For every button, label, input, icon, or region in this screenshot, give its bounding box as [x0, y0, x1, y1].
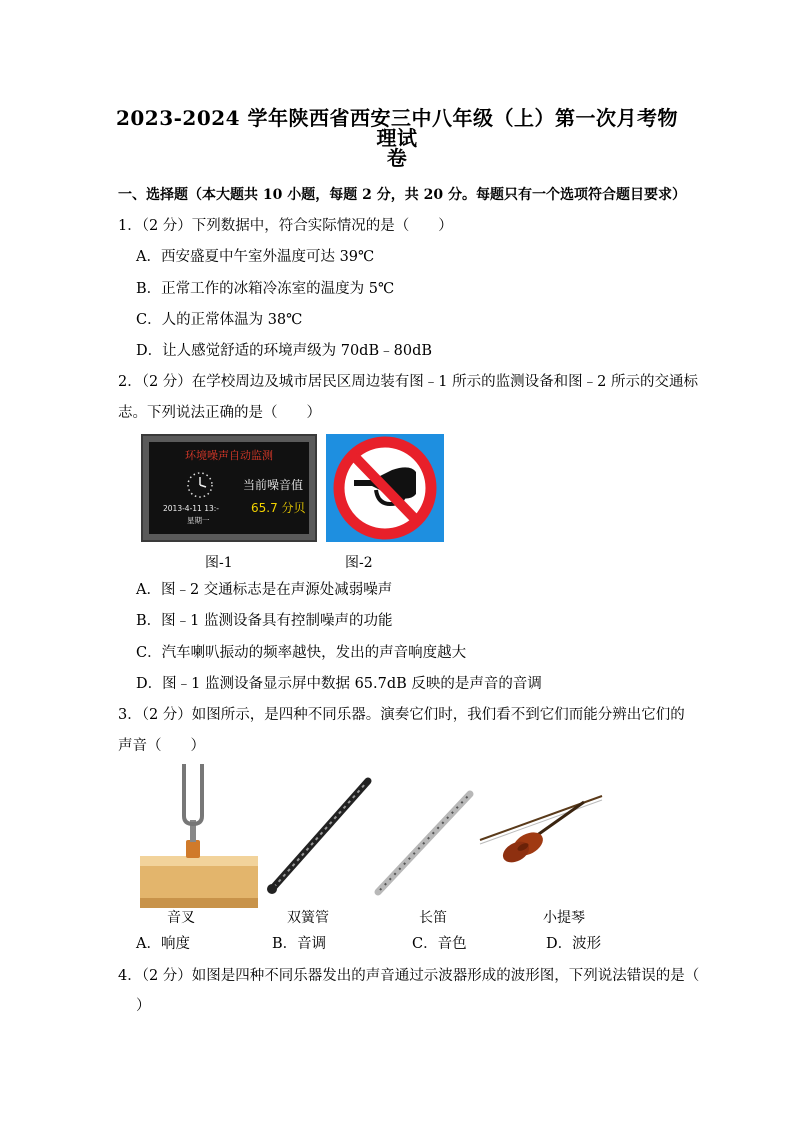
- instrument-caption-oboe: 双簧管: [287, 910, 329, 926]
- tuning-fork-figure: [140, 760, 260, 908]
- q3-option-b: B．音调: [272, 936, 327, 952]
- q3-option-c: C．音色: [412, 936, 467, 952]
- paper-title-line2: 卷: [386, 146, 408, 170]
- monitor-label: 当前噪音值: [243, 478, 304, 492]
- instrument-caption-violin: 小提琴: [543, 910, 585, 926]
- q3-option-d: D．波形: [546, 936, 602, 952]
- monitor-value: 65.7 分贝: [251, 501, 306, 515]
- q2-stem-line2: 志。下列说法正确的是（ ）: [118, 405, 321, 421]
- q3-stem-line2: 声音（ ）: [118, 738, 205, 754]
- q1-option-b: B．正常工作的冰箱冷冻室的温度为 5℃: [136, 281, 395, 297]
- section-header: 一、选择题（本大题共 10 小题，每题 2 分，共 20 分。每题只有一个选项符合题目要求）: [118, 187, 686, 203]
- q4-stem-line1: 4．（2 分）如图是四种不同乐器发出的声音通过示波器形成的波形图，下列说法错误的是（: [118, 968, 700, 984]
- monitor-date: 2013-4-11 13:-: [163, 504, 219, 513]
- q2-option-b: B．图﹣1 监测设备具有控制噪声的功能: [136, 613, 393, 629]
- fig2-caption: 图-2: [345, 555, 373, 571]
- paper-title-line1: 2023-2024 学年陕西省西安三中八年级（上）第一次月考物理试: [115, 106, 679, 150]
- violin-figure: [476, 790, 606, 870]
- no-horn-sign-figure: [326, 434, 444, 542]
- clock-icon: [185, 470, 215, 500]
- fig1-caption: 图-1: [205, 555, 233, 571]
- q2-stem-line1: 2．（2 分）在学校周边及城市居民区周边装有图﹣1 所示的监测设备和图﹣2 所示的交通标: [118, 374, 698, 390]
- q4-stem-line2: ）: [136, 998, 151, 1014]
- instrument-caption-tuning-fork: 音叉: [167, 910, 195, 926]
- instrument-caption-flute: 长笛: [419, 910, 447, 926]
- monitor-header: 环境噪声自动监测: [185, 449, 273, 462]
- q1-option-c: C．人的正常体温为 38℃: [136, 312, 303, 328]
- noise-monitor-figure: [141, 434, 317, 542]
- oboe-figure: [262, 775, 374, 897]
- flute-figure: [370, 788, 476, 898]
- q2-option-d: D．图﹣1 监测设备显示屏中数据 65.7dB 反映的是声音的音调: [136, 676, 542, 692]
- no-horn-icon: [326, 434, 444, 542]
- q2-option-a: A．图﹣2 交通标志是在声源处减弱噪声: [136, 582, 393, 598]
- q1-option-d: D．让人感觉舒适的环境声级为 70dB﹣80dB: [136, 343, 433, 359]
- q3-option-a: A．响度: [136, 936, 190, 952]
- monitor-weekday: 星期一: [187, 516, 210, 525]
- q1-stem: 1．（2 分）下列数据中，符合实际情况的是（ ）: [118, 218, 453, 234]
- monitor-screen: [149, 442, 309, 534]
- q2-option-c: C．汽车喇叭振动的频率越快，发出的声音响度越大: [136, 645, 467, 661]
- q3-stem-line1: 3．（2 分）如图所示，是四种不同乐器。演奏它们时，我们看不到它们而能分辨出它们的: [118, 707, 685, 723]
- q1-option-a: A．西安盛夏中午室外温度可达 39℃: [136, 249, 375, 265]
